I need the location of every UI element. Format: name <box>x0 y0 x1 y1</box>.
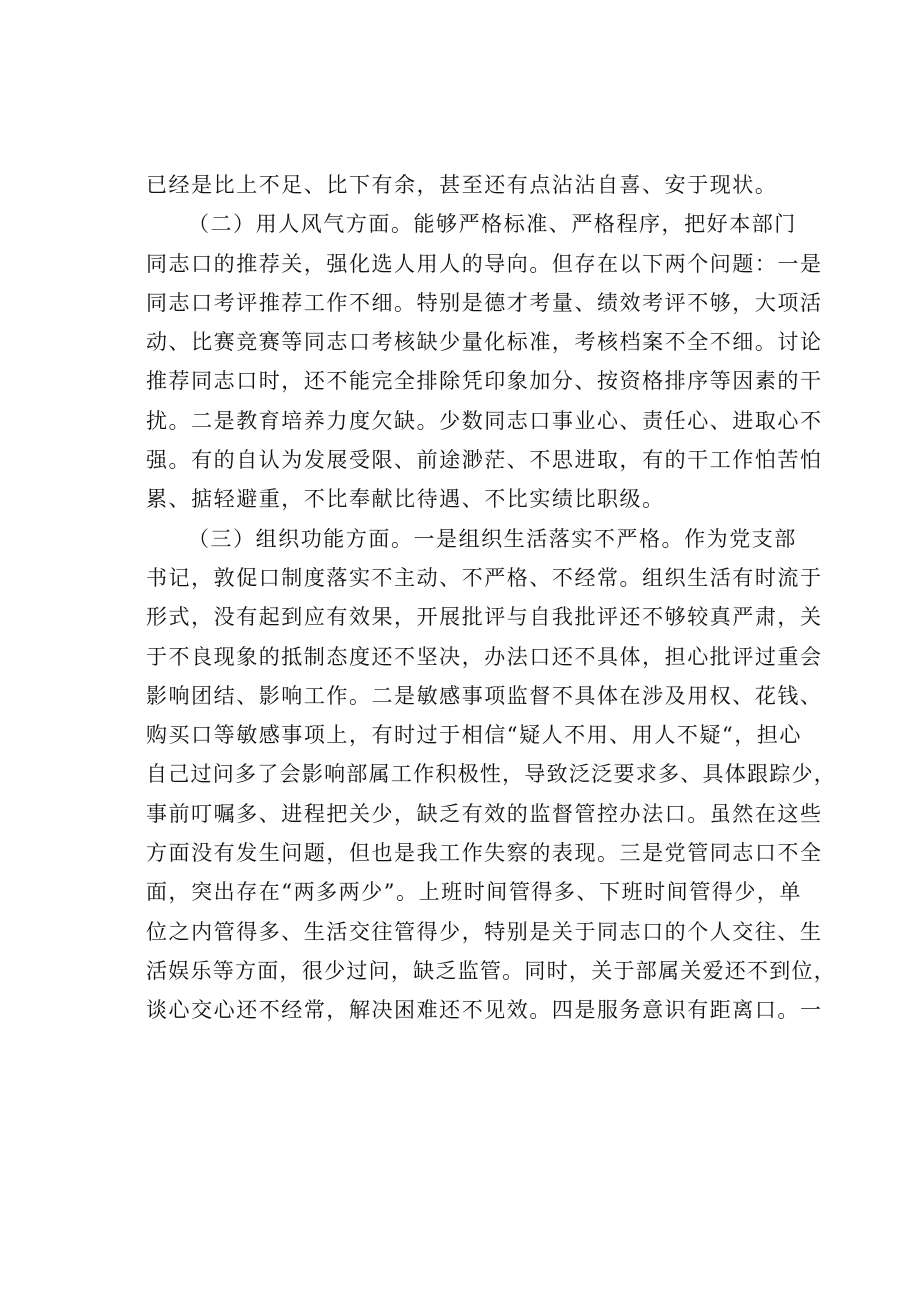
text-line: 同志口考评推荐工作不细。特别是德才考量、绩效考评不够，大项活 <box>146 290 823 315</box>
text-line: 推荐同志口时，还不能完全排除凭印象加分、按资格排序等因素的干 <box>146 369 823 394</box>
text-line: 活娱乐等方面，很少过问，缺乏监管。同时，关于部属关爱还不到位， <box>146 958 837 983</box>
text-line: 扰。二是教育培养力度欠缺。少数同志口事业心、责任心、进取心不 <box>146 408 823 433</box>
text-line: 累、掂轻避重，不比奉献比待遇、不比实绩比职级。 <box>146 487 665 512</box>
text-line: 方面没有发生问题，但也是我工作失察的表现。三是党管同志口不全 <box>146 841 823 866</box>
text-line: 自己过问多了会影响部属工作积极性，导致泛泛要求多、具体跟踪少， <box>146 762 837 787</box>
text-line: 谈心交心还不经常，解决困难还不见效。四是服务意识有距离口。一 <box>146 998 823 1023</box>
text-line: 形式，没有起到应有效果，开展批评与自我批评还不够较真严肃，关 <box>146 605 823 630</box>
text-line: 位之内管得多、生活交往管得少，特别是关于同志口的个人交往、生 <box>146 919 823 944</box>
text-line: 于不良现象的抵制态度还不坚决，办法口还不具体，担心批评过重会 <box>146 644 823 669</box>
text-line: 书记，敦促口制度落实不主动、不严格、不经常。组织生活有时流于 <box>146 565 823 590</box>
text-line: 动、比赛竞赛等同志口考核缺少量化标准，考核档案不全不细。讨论 <box>146 330 823 355</box>
document-body <box>146 166 836 1031</box>
text-line: 强。有的自认为发展受限、前途渺茫、不思进取，有的干工作怕苦怕 <box>146 448 823 473</box>
text-line: 事前叮嘱多、进程把关少，缺乏有效的监督管控办法口。虽然在这些 <box>146 801 823 826</box>
paragraph-start-line: （三）组织功能方面。一是组织生活落实不严格。作为党支部 <box>188 526 797 551</box>
text-line: 购买口等敏感事项上，有时过于相信“疑人不用、用人不疑“，担心 <box>146 723 802 748</box>
text-line: 影响团结、影响工作。二是敏感事项监督不具体在涉及用权、花钱、 <box>146 683 823 708</box>
text-line: 面，突出存在“两多两少”。上班时间管得多、下班时间管得少，单 <box>146 880 802 905</box>
text-line: 同志口的推荐关，强化选人用人的导向。但存在以下两个问题：一是 <box>146 251 823 276</box>
paragraph-start-line: （二）用人风气方面。能够严格标准、严格程序，把好本部门 <box>188 212 797 237</box>
text-line: 已经是比上不足、比下有余，甚至还有点沾沾自喜、安于现状。 <box>146 173 778 197</box>
